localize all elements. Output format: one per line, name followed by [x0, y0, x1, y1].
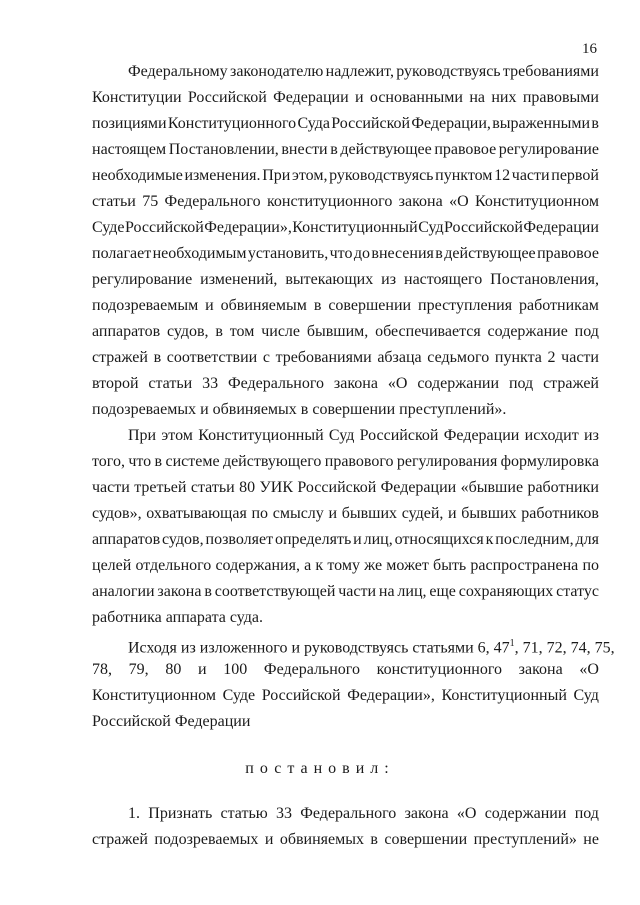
resolution-heading: постановил: — [245, 760, 395, 777]
page-number: 16 — [582, 41, 597, 57]
paragraph-1-line-8: полагает необходимым установить, что до внесения в действующее правовое — [92, 245, 599, 262]
paragraph-3-line-4: Российской Федерации — [92, 713, 251, 730]
paragraph-3-line-2: 78, 79, 80 и 100 Федерального конституционного закона «О — [92, 661, 599, 678]
paragraph-4-line-2: стражей подозреваемых и обвиняемых в совершении преступлений» не — [92, 831, 599, 848]
paragraph-2-line-2: того, что в системе действующего правового регулирования формулировка — [92, 453, 599, 470]
footnote-superscript: 1 — [509, 638, 515, 649]
paragraph-3-line-3: Конституционном Суде Российской Федерации», Конституционный Суд — [92, 687, 599, 704]
paragraph-4-line-1: 1. Признать статью 33 Федерального закона «О содержании под — [128, 805, 599, 822]
paragraph-3-line-1-text: Исходя из изложенного и руководствуясь статьями 6, $47^1$, 71, 72, 74, 75, — [128, 638, 615, 657]
paragraph-1-line-14: подозреваемых и обвиняемых в совершении преступлений». — [92, 401, 507, 418]
paragraph-1-line-10: подозреваемым и обвиняемым в совершении преступления работникам — [92, 297, 599, 314]
paragraph-2-line-1: При этом Конституционный Суд Российской Федерации исходит из — [128, 427, 599, 444]
paragraph-1-line-7: Суде Российской Федерации», Конституционный Суд Российской Федерации — [92, 219, 599, 236]
paragraph-1-line-4: настоящем Постановлении, внести в действующее правовое регулирование — [92, 141, 599, 158]
paragraph-2-line-3: части третьей статьи 80 УИК Российской Федерации «бывшие работники — [92, 479, 599, 496]
paragraph-1-line-11: аппаратов судов, в том числе бывшим, обеспечивается содержание под — [92, 323, 599, 340]
paragraph-2-line-4: судов», охватывающая по смыслу и бывших судей, и бывших работников — [92, 505, 599, 522]
paragraph-1-line-12: стражей в соответствии с требованиями абзаца седьмого пункта 2 части — [92, 349, 599, 366]
paragraph-1-line-2: Конституции Российской Федерации и основанными на них правовыми — [92, 89, 599, 106]
paragraph-1-line-3: позициями Конституционного Суда Российской Федерации, выраженными в — [92, 115, 599, 132]
paragraph-1-line-6: статьи 75 Федерального конституционного закона «О Конституционном — [92, 193, 599, 210]
paragraph-2-line-6: целей отдельного содержания, а к тому же может быть распространена по — [92, 557, 599, 574]
paragraph-1-line-5: необходимые изменения. При этом, руководствуясь пунктом 12 части первой — [92, 167, 599, 184]
paragraph-2-line-8: работника аппарата суда. — [92, 609, 263, 626]
paragraph-3-line-1 — [128, 634, 615, 658]
paragraph-1-line-13: второй статьи 33 Федерального закона «О содержании под стражей — [92, 375, 599, 392]
paragraph-2-line-7: аналогии закона в соответствующей части на лиц, еще сохраняющих статус — [92, 583, 599, 600]
paragraph-2-line-5: аппаратов судов, позволяет определять и лиц, относящихся к последним, для — [92, 531, 599, 548]
paragraph-1-line-9: регулирование изменений, вытекающих из настоящего Постановления, — [92, 271, 599, 288]
paragraph-1-line-1: Федеральному законодателю надлежит, руководствуясь требованиями — [128, 63, 599, 80]
